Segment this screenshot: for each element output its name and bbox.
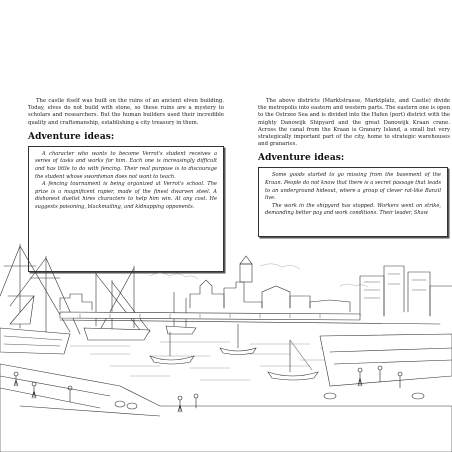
left-intro-paragraph: The castle itself was built on the ruins of an ancient elven building. Today, elves do not build with stone, so these ruins are a mystery to scholars and researchers. But the human builders used their incredible quality and craftsmanship, establishing a city treasury in them. <box>28 98 224 126</box>
harbor-wall <box>60 312 440 324</box>
city-skyline <box>60 256 452 316</box>
left-ship <box>0 244 80 354</box>
left-adventure-idea-1: A character who wants to become Verrot's student receives a series of tasks and works for him. Each one is increasingly difficult and has little to do with fencing. Their real purpose is to discourage the student whose swordsman does not want to teach. <box>35 150 217 180</box>
middle-ships <box>84 266 196 340</box>
right-intro-paragraph: The above districts (Marktstrasse, Marktplatz, and Castle) divide the metropolis into eastern and western parts. The eastern one is open to the Ostrzee Sea and is divided into the Hafen (port) district with the mighty Danowijk Shipyard and the great Danowijk Kraan crane. Across the canal from the Kraan is Granary Island, a small but very strategically important part of the city, home to strategic warehouses and granaries. <box>258 98 450 148</box>
right-adventure-idea-2: The work in the shipyard has stopped. Workers went on strike, demanding better pay and work conditions. Their leader, Shaw <box>265 202 441 217</box>
right-column <box>258 98 450 237</box>
right-adventure-heading: Adventure ideas: <box>258 153 345 164</box>
left-adventure-heading: Adventure ideas: <box>28 131 115 142</box>
sky-clouds <box>150 264 368 287</box>
right-adventure-idea-1: Some goods started to go missing from the basement of the Kraan. People do not know that there is a secret passage that leads to an underground hideout, where a group of clever rat-like Banzil live. <box>265 172 441 202</box>
harbor-illustration <box>0 236 452 452</box>
left-adventure-idea-2: A fencing tournament is being organized at Verrot's school. The prize is a magnificent rapier, made of the finest dwarven steel. A dishonest duelist hires characters to help him win. At any cost. He suggests poisoning, blackmailing, and kidnapping opponents. <box>35 181 217 210</box>
right-adventure-box <box>258 167 448 237</box>
